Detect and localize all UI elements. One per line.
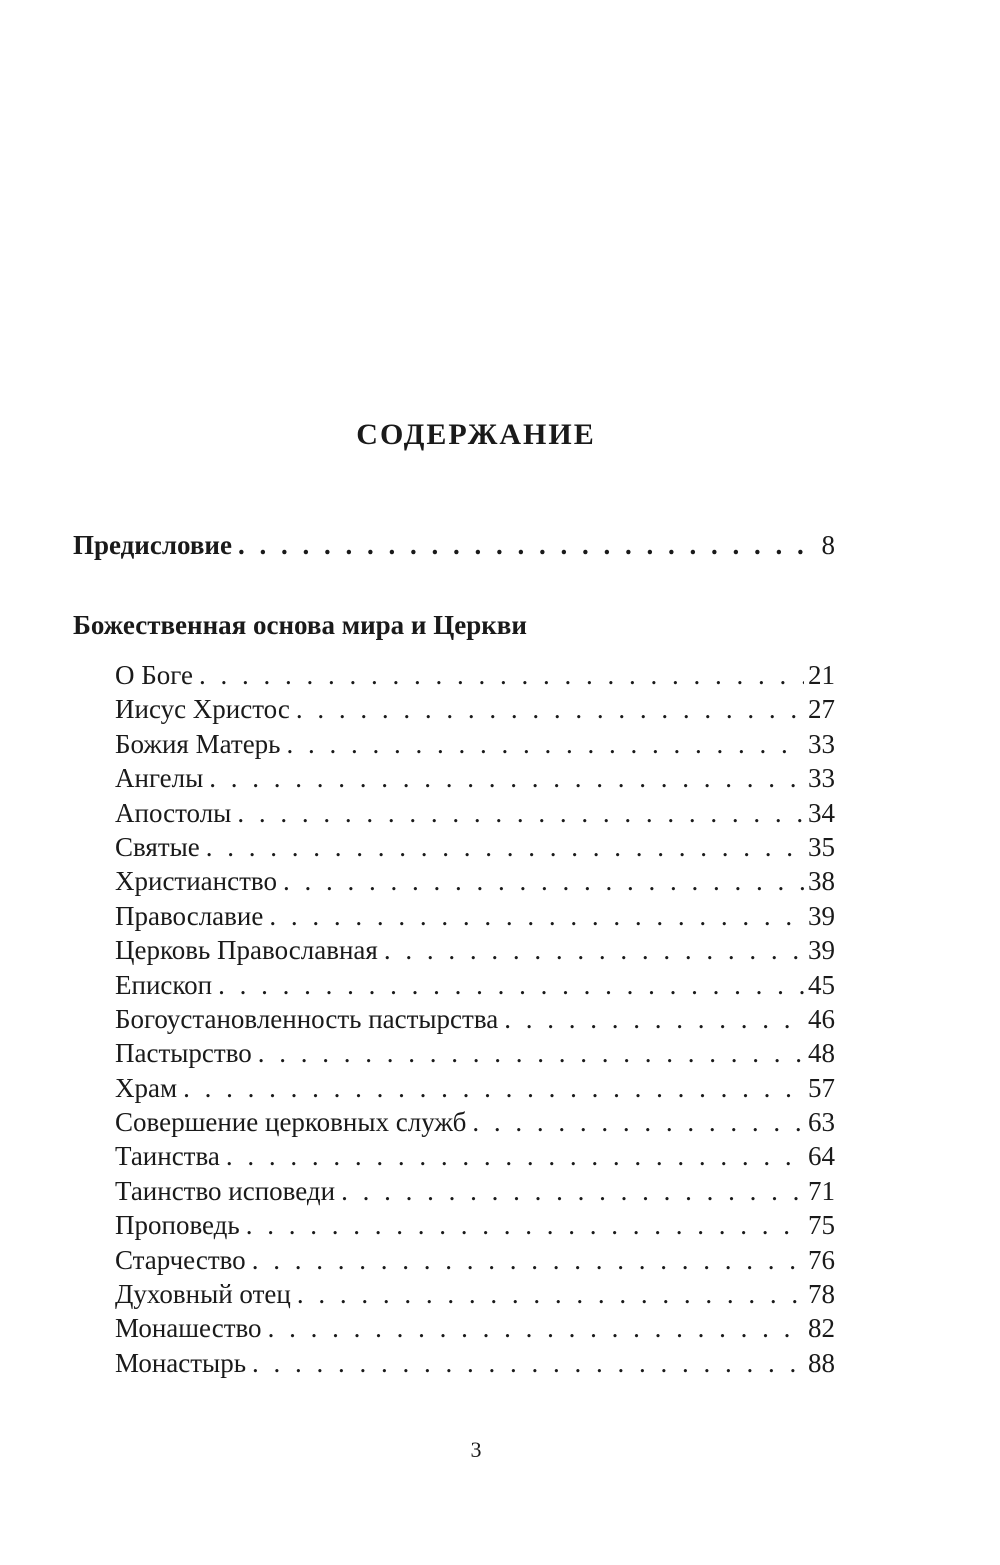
toc-entry-page: 38 [808, 866, 835, 897]
dot-leader [341, 1176, 804, 1207]
toc-entry[interactable] [115, 660, 835, 694]
toc-entry[interactable] [115, 970, 835, 1004]
toc-entry[interactable] [115, 763, 835, 797]
toc-entry-page: 21 [808, 660, 835, 690]
toc-entry-page: 48 [808, 1038, 835, 1069]
toc-entry-list [115, 660, 835, 1382]
toc-entry[interactable] [115, 1279, 835, 1313]
dot-leader [206, 832, 804, 863]
toc-entry-page: 45 [808, 969, 835, 1000]
dot-leader [226, 1141, 804, 1172]
toc-entry-label: Иисус Христос [115, 694, 290, 725]
dot-leader [238, 530, 818, 561]
toc-entry-page: 88 [808, 1347, 835, 1378]
dot-leader [252, 1245, 804, 1276]
toc-entry-label: Духовный отец [115, 1279, 291, 1310]
dot-leader [472, 1107, 804, 1138]
toc-entry-page: 35 [808, 831, 835, 862]
toc-entry[interactable] [115, 1176, 835, 1210]
toc-entry-page: 82 [808, 1313, 835, 1344]
toc-entry-page: 63 [808, 1107, 835, 1138]
toc-entry[interactable] [115, 1141, 835, 1175]
toc-entry-label: Старчество [115, 1244, 246, 1275]
toc-entry[interactable] [115, 901, 835, 935]
toc-entry-label: Святые [115, 831, 200, 862]
toc-entry[interactable] [115, 1004, 835, 1038]
toc-entry-label: О Боге [115, 660, 193, 690]
dot-leader [183, 1073, 804, 1104]
dot-leader [199, 660, 804, 691]
toc-entry-page: 78 [808, 1279, 835, 1310]
toc-entry-label: Храм [115, 1072, 178, 1103]
toc-entry[interactable] [115, 1038, 835, 1072]
toc-entry-preface[interactable] [73, 530, 835, 561]
toc-entry-label: Пастырство [115, 1038, 252, 1069]
toc-entry[interactable] [115, 798, 835, 832]
toc-entry-label: Апостолы [115, 797, 232, 828]
toc-entry-label: Монастырь [115, 1347, 247, 1378]
dot-leader [296, 694, 804, 725]
toc-entry[interactable] [115, 866, 835, 900]
toc-entry[interactable] [115, 1073, 835, 1107]
toc-entry-label: Таинства [115, 1141, 220, 1172]
toc-entry-page: 39 [808, 935, 835, 966]
page-title: СОДЕРЖАНИЕ [356, 418, 596, 451]
toc-entry-page: 39 [808, 900, 835, 931]
dot-leader [269, 901, 804, 932]
dot-leader [218, 970, 804, 1001]
page-number: 3 [470, 1437, 482, 1462]
toc-entry-label: Православие [115, 900, 264, 931]
toc-entry-label: Епископ [115, 969, 213, 1000]
toc-entry[interactable] [115, 1107, 835, 1141]
toc-entry-label: Церковь Православная [115, 935, 378, 966]
toc-entry[interactable] [115, 1313, 835, 1347]
toc-entry-label: Таинство исповеди [115, 1175, 336, 1206]
dot-leader [237, 798, 804, 829]
toc-entry[interactable] [115, 1245, 835, 1279]
toc-entry-label: Божия Матерь [115, 728, 281, 759]
toc-entry-page: 75 [808, 1210, 835, 1241]
toc-entry-label: Совершение церковных служб [115, 1107, 467, 1138]
toc-entry-label: Проповедь [115, 1210, 240, 1241]
dot-leader [252, 1348, 804, 1379]
dot-leader [209, 763, 804, 794]
section-heading: Божественная основа мира и Церкви [73, 610, 527, 640]
toc-entry[interactable] [115, 1348, 835, 1382]
toc-entry-page: 76 [808, 1244, 835, 1275]
toc-entry-page: 33 [808, 728, 835, 759]
dot-leader [384, 935, 804, 966]
toc-entry-page: 64 [808, 1141, 835, 1172]
dot-leader [258, 1038, 804, 1069]
toc-entry-label: Богоустановленность пастырства [115, 1003, 499, 1034]
dot-leader [504, 1004, 804, 1035]
toc-entry-label: Ангелы [115, 763, 204, 794]
dot-leader [297, 1279, 804, 1310]
toc-entry-label: Христианство [115, 866, 277, 897]
toc-entry-page: 34 [808, 797, 835, 828]
toc-entry-page: 57 [808, 1072, 835, 1103]
dot-leader [283, 866, 804, 897]
toc-entry[interactable] [115, 1210, 835, 1244]
toc-entry[interactable] [115, 832, 835, 866]
toc-entry-page: 71 [808, 1175, 835, 1206]
toc-entry[interactable] [115, 935, 835, 969]
toc-entry-page: 27 [808, 694, 835, 725]
toc-entry-page: 8 [821, 530, 835, 560]
toc-entry-label: Монашество [115, 1313, 262, 1344]
dot-leader [287, 729, 805, 760]
toc-entry[interactable] [115, 729, 835, 763]
toc-entry-page: 33 [808, 763, 835, 794]
dot-leader [246, 1210, 804, 1241]
toc-entry-label: Предисловие [73, 530, 232, 560]
toc-entry[interactable] [115, 694, 835, 728]
dot-leader [268, 1313, 804, 1344]
toc-entry-page: 46 [808, 1003, 835, 1034]
